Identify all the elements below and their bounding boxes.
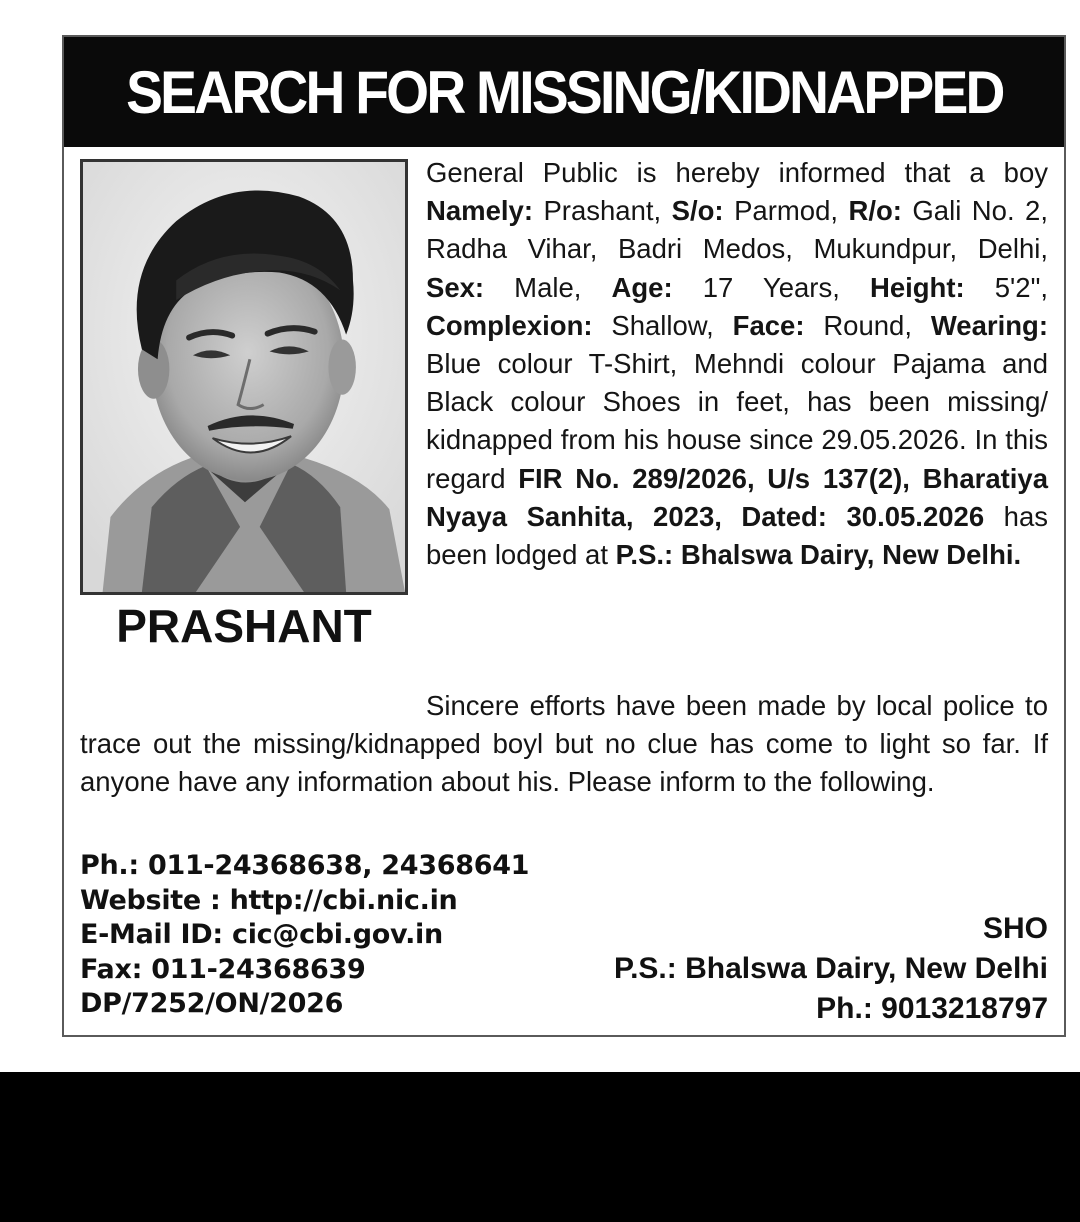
contact-phone: Ph.: 011-24368638, 24368641	[80, 850, 530, 881]
paragraph-field-label: R/o:	[848, 195, 902, 227]
paragraph-field-label: Wearing:	[930, 309, 1048, 341]
notice-title: SEARCH FOR MISSING/KIDNAPPED	[125, 58, 1003, 126]
paragraph-text-segment: Shallow,	[592, 309, 733, 341]
contact-details	[80, 849, 529, 1022]
paragraph-field-label: P.S.: Bhalswa Dairy, New Delhi.	[615, 539, 1022, 571]
signature-title: SHO	[982, 912, 1048, 945]
person-name-caption: PRASHANT	[116, 600, 372, 652]
signature-station: P.S.: Bhalswa Dairy, New Delhi	[613, 952, 1048, 985]
contact-email: E-Mail ID: cic@cbi.gov.in	[80, 919, 443, 950]
release-code: DP/7252/ON/2026	[80, 988, 344, 1019]
paragraph-field-label: Complexion:	[426, 309, 593, 341]
bottom-black-band	[0, 1072, 1080, 1222]
person-photo	[80, 159, 408, 595]
paragraph-field-label: Namely:	[426, 195, 533, 227]
paragraph-text-segment: General Public is hereby informed that a boy	[426, 157, 1048, 188]
paragraph-field-label: Sex:	[426, 271, 485, 303]
paragraph-field-label: Height:	[869, 271, 965, 303]
notice-second-paragraph: Sincere efforts have been made by local police to trace out the missing/kidnapped boyl but no clue has come to light so far. If anyone have any information about his. Please inform to the following.	[80, 690, 1048, 798]
paragraph-field-label: Face:	[732, 309, 805, 341]
paragraph-field-label: FIR No. 289/2026, U/s 137(2), Bharatiya Nyaya Sanhita, 2023, Dated: 30.05.2026	[426, 462, 1048, 532]
paragraph-text-segment: Round,	[804, 309, 931, 341]
contact-website: Website : http://cbi.nic.in	[80, 884, 458, 916]
paragraph-text-segment: 5'2",	[964, 271, 1048, 303]
signature-block	[614, 909, 1048, 1029]
paragraph-field-label: S/o:	[671, 195, 724, 227]
paragraph-text-segment: Prashant,	[533, 195, 672, 227]
missing-person-notice	[62, 35, 1066, 1037]
contact-fax: Fax: 011-24368639	[80, 953, 366, 985]
paragraph-text-segment: Blue colour T-Shirt, Mehndi colour Pajama and Black colour Shoes in feet, has been missing/ kidnapped from his house since 29.05.2026. In this regard	[426, 348, 1048, 494]
notice-main-paragraph	[426, 154, 1048, 574]
person-portrait-illustration	[83, 162, 405, 592]
paragraph-field-label: Age:	[611, 271, 673, 303]
paragraph-text-segment: 17 Years,	[672, 271, 870, 303]
paragraph-text-segment: has been lodged at	[426, 500, 1049, 571]
notice-title-banner	[64, 37, 1064, 147]
paragraph-text-segment: Parmod,	[723, 195, 849, 227]
signature-phone: Ph.: 9013218797	[816, 992, 1048, 1025]
paragraph-text-segment: Male,	[484, 271, 612, 303]
paragraph-text-segment: Gali No. 2, Radha Vihar, Badri Medos, Mukundpur, Delhi,	[426, 195, 1048, 265]
